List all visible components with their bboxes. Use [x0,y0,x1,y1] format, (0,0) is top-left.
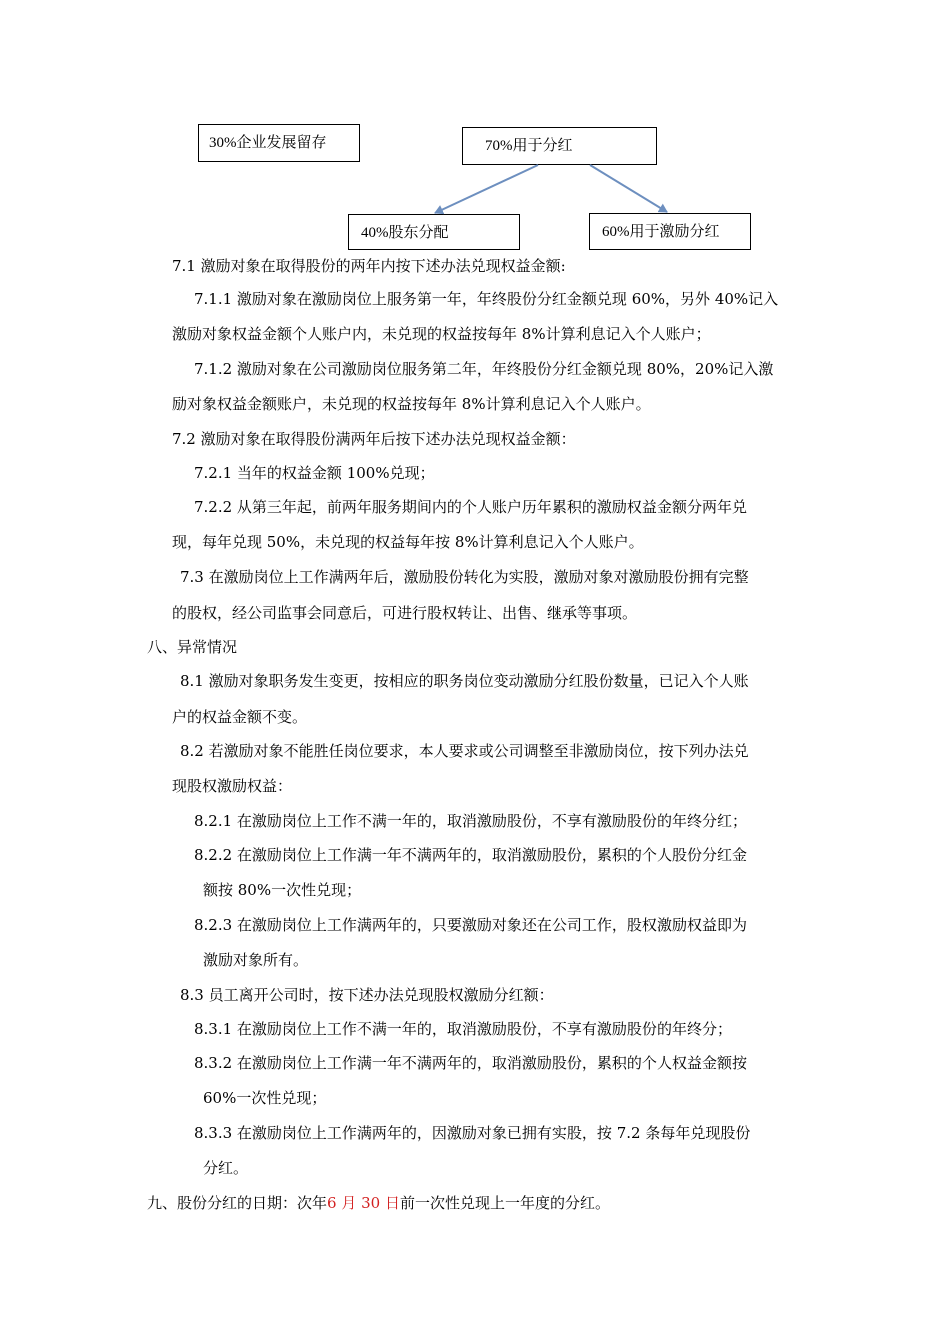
clause-8-2-line1: 8.2 若激励对象不能胜任岗位要求，本人要求或公司调整至非激励岗位，按下列办法兑 [180,742,749,760]
clause-8-3-1: 8.3.1 在激励岗位上工作不满一年的，取消激励股份，不享有激励股份的年终分； [194,1020,732,1038]
clause-8-2-3-line2: 激励对象所有。 [203,951,309,969]
clause-8-2-3-line1: 8.2.3 在激励岗位上工作满两年的，只要激励对象还在公司工作，股权激励权益即为 [194,916,747,934]
arrow-to-shareholder [435,165,538,213]
clause-7-3-line1: 7.3 在激励岗位上工作满两年后，激励股份转化为实股，激励对象对激励股份拥有完整 [180,568,749,586]
clause-8-3-3-line2: 分红。 [203,1159,249,1177]
clause-7-2: 7.2 激励对象在取得股份满两年后按下述办法兑现权益金额： [172,430,576,448]
clause-8-3: 8.3 员工离开公司时，按下述办法兑现股权激励分红额： [180,986,554,1004]
clause-7-1-2-line1: 7.1.2 激励对象在公司激励岗位服务第二年，年终股份分红金额兑现 80%，20%记入激 [194,360,774,378]
clause-7-1: 7.1 激励对象在取得股份的两年内按下述办法兑现权益金额: [172,257,566,275]
clause-7-1-1-line2: 激励对象权益金额个人账户内，未兑现的权益按每年 8%计算利息记入个人账户； [172,325,711,343]
retain-label: 30%企业发展留存 [209,135,327,151]
clause-8-3-2-line1: 8.3.2 在激励岗位上工作满一年不满两年的，取消激励股份，累积的个人权益金额按 [194,1054,747,1072]
clause-8-2-1: 8.2.1 在激励岗位上工作不满一年的，取消激励股份，不享有激励股份的年终分红； [194,812,747,830]
dividend-label: 70%用于分红 [485,138,573,154]
section-9-suffix: 前一次性兑现上一年度的分红。 [399,1194,610,1212]
clause-7-2-2-line2: 现，每年兑现 50%，未兑现的权益每年按 8%计算利息记入个人账户。 [172,533,644,551]
arrow-to-incentive [590,165,667,212]
clause-8-3-3-line1: 8.3.3 在激励岗位上工作满两年的，因激励对象已拥有实股，按 7.2 条每年兑现股份 [194,1124,751,1142]
clause-8-2-line2: 现股权激励权益： [172,777,293,795]
clause-8-2-2-line1: 8.2.2 在激励岗位上工作满一年不满两年的，取消激励股份，累积的个人股份分红金 [194,846,747,864]
clause-7-2-1: 7.2.1 当年的权益金额 100%兑现； [194,464,435,482]
clause-7-3-line2: 的股权，经公司监事会同意后，可进行股权转让、出售、继承等事项。 [172,604,638,622]
clause-8-1-line2: 户的权益金额不变。 [172,708,308,726]
incentive-label: 60%用于激励分红 [602,224,720,240]
clause-8-2-2-line2: 额按 80%一次性兑现； [203,881,362,899]
shareholder-label: 40%股东分配 [361,225,449,241]
clause-8-1-line1: 8.1 激励对象职务发生变更，按相应的职务岗位变动激励分红股份数量，已记入个人账 [180,672,749,690]
section-9-heading [147,1193,610,1213]
clause-8-3-2-line2: 60%一次性兑现； [203,1089,327,1107]
section-8-heading: 八、异常情况 [147,638,238,656]
clause-7-2-2-line1: 7.2.2 从第三年起，前两年服务期间内的个人账户历年累积的激励权益金额分两年兑 [194,498,747,516]
clause-7-1-1-line1: 7.1.1 激励对象在激励岗位上服务第一年，年终股份分红金额兑现 60%，另外 40%记入 [194,290,779,308]
section-9-prefix: 九、股份分红的日期：次年 [147,1194,328,1212]
clause-7-1-2-line2: 励对象权益金额账户，未兑现的权益按每年 8%计算利息记入个人账户。 [172,395,651,413]
diagram-arrows [0,0,950,300]
section-9-date: 6 月 30 日 [327,1194,400,1212]
